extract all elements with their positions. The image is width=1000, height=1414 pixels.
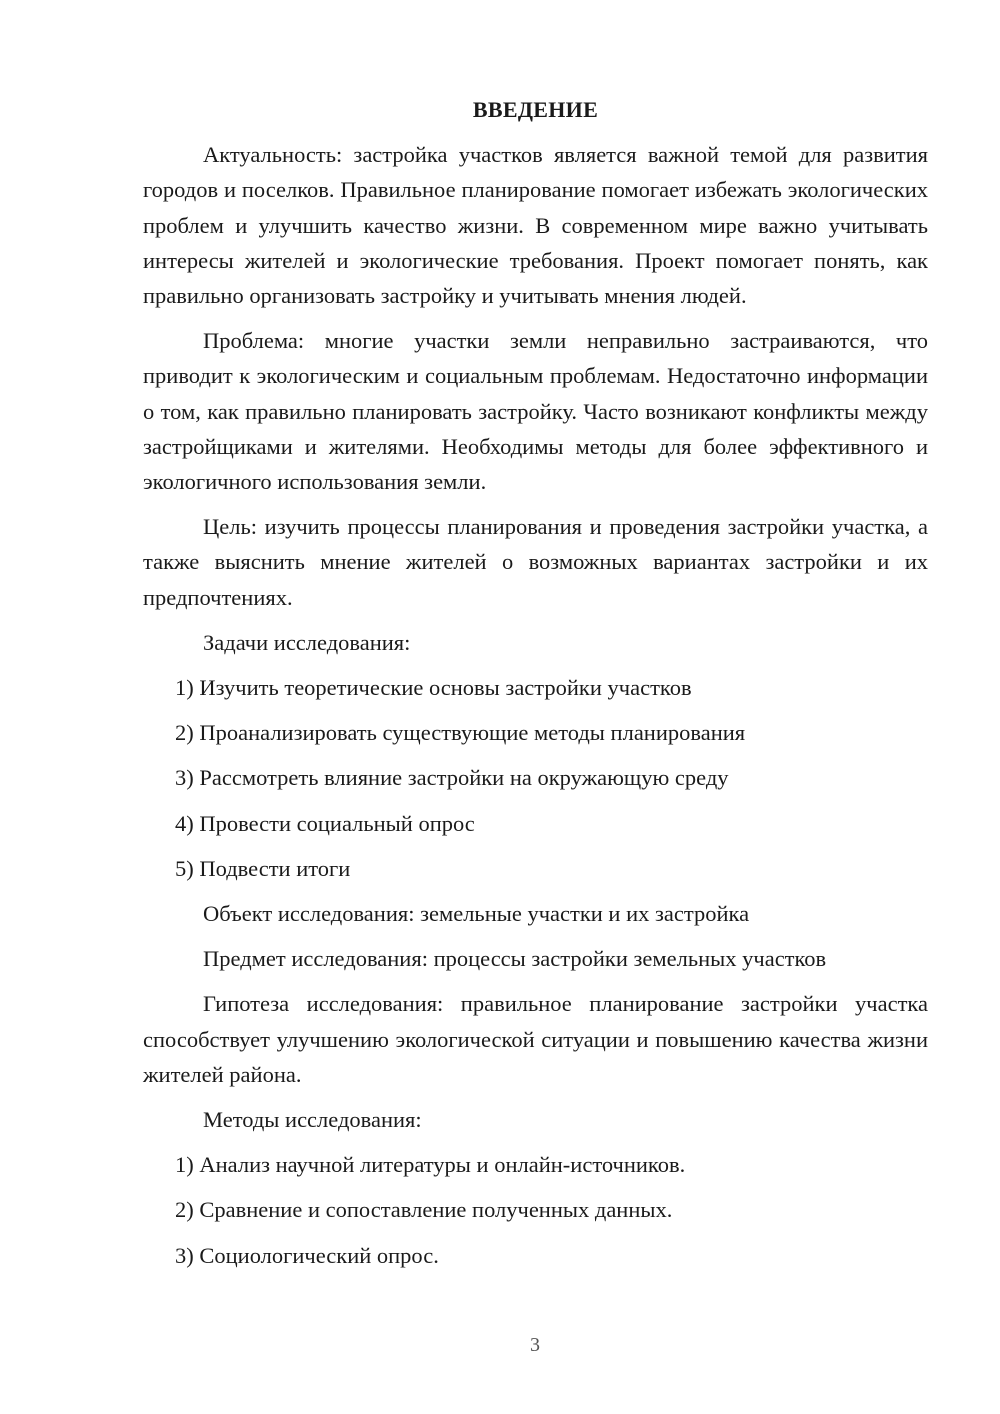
subject-line: Предмет исследования: процессы застройки земельных участков	[203, 946, 827, 972]
list-item: 4) Провести социальный опрос	[175, 810, 475, 836]
list-item: 3) Социологический опрос.	[175, 1242, 439, 1268]
tasks-list	[143, 670, 928, 886]
list-item: 1) Изучить теоретические основы застройки участков	[175, 675, 692, 701]
goal-paragraph: Цель: изучить процессы планирования и проведения застройки участка, а также выяснить мнение жителей о возможных вариантах застройки и их предпочтениях.	[143, 514, 928, 610]
hypothesis-paragraph: Гипотеза исследования: правильное планирование застройки участка способствует улучшению экологической ситуации и повышению качества жизни жителей района.	[143, 991, 928, 1087]
list-item: 2) Проанализировать существующие методы планирования	[175, 720, 746, 746]
problem-paragraph: Проблема: многие участки земли неправильно застраиваются, что приводит к экологическим и социальным проблемам. Недостаточно информации о том, как правильно планировать застройку. Часто возникают конфликты между застройщиками и жителями. Необходимы методы для более эффективного и экологичного использования земли.	[143, 328, 928, 495]
relevance-paragraph: Актуальность: застройка участков является важной темой для развития городов и поселков. Правильное планирование помогает избежать экологических проблем и улучшить качество жизни. В современном мире важно учитывать интересы жителей и экологические требования. Проект помогает понять, как правильно организовать застройку и учитывать мнения людей.	[143, 142, 928, 309]
page-number: 3	[530, 1334, 540, 1356]
page-title: ВВЕДЕНИЕ	[472, 97, 599, 122]
methods-list	[143, 1147, 928, 1273]
object-line: Объект исследования: земельные участки и их застройка	[203, 901, 750, 927]
list-item: 2) Сравнение и сопоставление полученных данных.	[175, 1197, 673, 1223]
tasks-title: Задачи исследования:	[203, 629, 411, 655]
methods-title: Методы исследования:	[203, 1107, 422, 1133]
list-item: 3) Рассмотреть влияние застройки на окружающую среду	[175, 765, 729, 791]
list-item: 5) Подвести итоги	[175, 855, 351, 881]
document-page	[143, 92, 928, 1283]
list-item: 1) Анализ научной литературы и онлайн-источников.	[175, 1152, 686, 1178]
